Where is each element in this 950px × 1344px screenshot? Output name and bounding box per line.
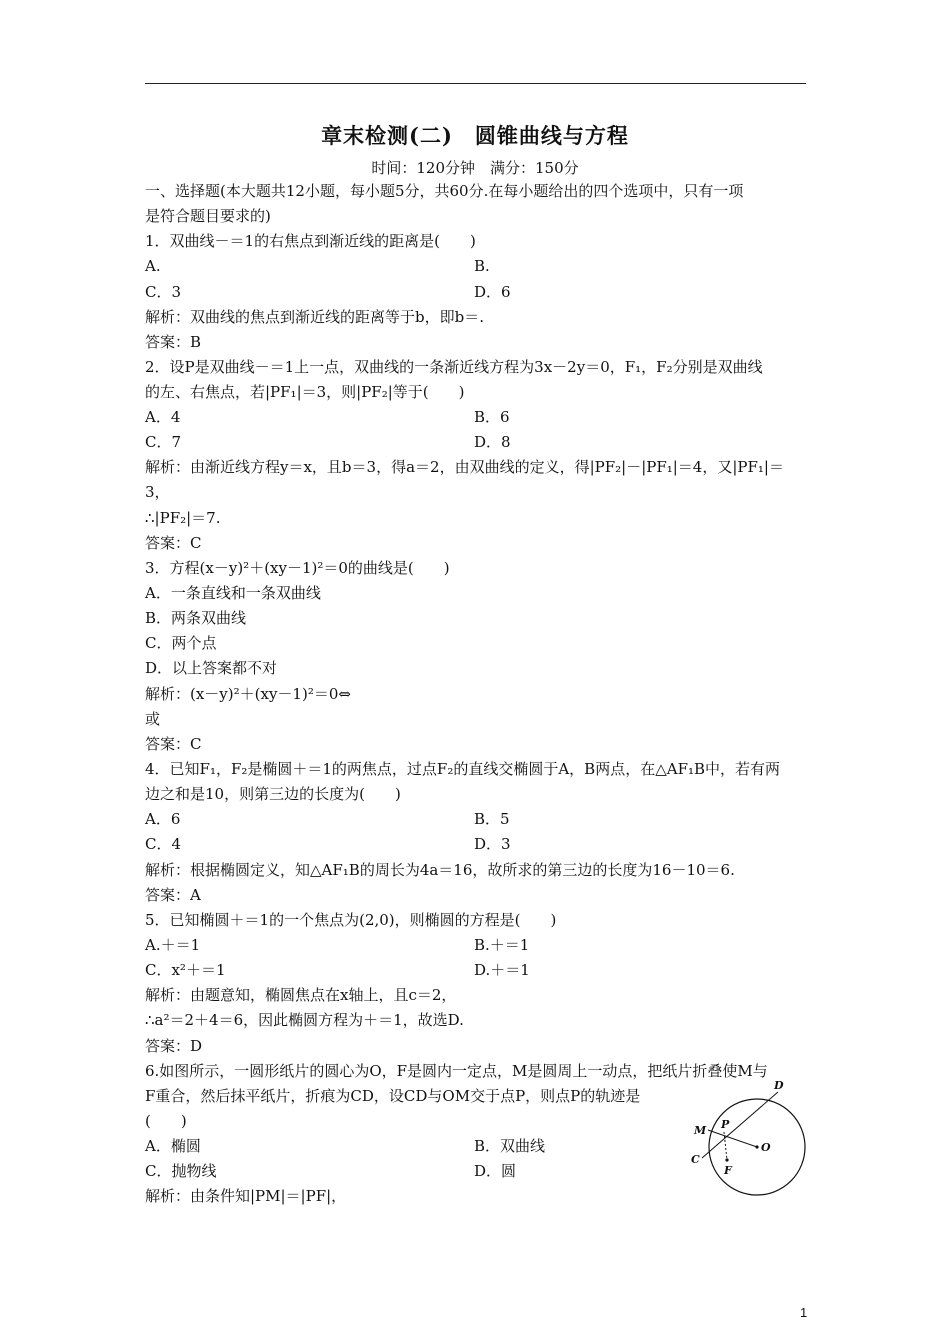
option-c: C．抛物线: [145, 1162, 217, 1180]
option-c: C．x²＋＝1: [145, 961, 226, 979]
text-line: 2．设P是双曲线－＝1上一点，双曲线的一条渐近线方程为3x－2y＝0，F₁，F₂分别是双曲线: [145, 358, 763, 376]
option-b: B．5: [474, 810, 510, 828]
circle-diagram: [686, 1080, 816, 1200]
option-b: B.＋＝1: [474, 936, 530, 954]
option-c: C．3: [145, 283, 182, 301]
option-d: D.＋＝1: [474, 961, 530, 979]
label-f: F: [724, 1164, 732, 1177]
text-line: 解析：根据椭圆定义，知△AF₁B的周长为4a＝16，故所求的第三边的长度为16－10＝6.: [145, 861, 735, 879]
option-c: C．4: [145, 835, 182, 853]
option-c: C．两个点: [145, 634, 217, 652]
option-b: B．双曲线: [474, 1137, 546, 1155]
option-d: D．8: [474, 433, 511, 451]
text-line: 是符合题目要求的): [145, 207, 271, 225]
text-line: 4．已知F₁，F₂是椭圆＋＝1的两焦点，过点F₂的直线交椭圆于A，B两点，在△AF₁B中，若有两: [145, 760, 781, 778]
page-number: 1: [800, 1305, 808, 1320]
option-a: A.＋＝1: [145, 936, 201, 954]
option-a: A．6: [145, 810, 181, 828]
label-o: O: [761, 1141, 771, 1154]
point-f: [725, 1158, 728, 1161]
text-line: ∴a²＝2＋4＝6，因此椭圆方程为＋＝1，故选D.: [145, 1011, 464, 1029]
answer-line: 答案：C: [145, 735, 202, 753]
text-line: 解析：由渐近线方程y＝x，且b＝3，得a＝2，由双曲线的定义，得|PF₂|－|PF₁|＝4，又|PF₁|＝: [145, 458, 784, 476]
text-line: 解析：双曲线的焦点到渐近线的距离等于b，即b＝.: [145, 308, 484, 326]
text-line: 一、选择题(本大题共12小题，每小题5分，共60分.在每小题给出的四个选项中，只有一项: [145, 182, 744, 200]
header-rule: [145, 83, 806, 84]
answer-line: 答案：C: [145, 534, 202, 552]
point-o: [755, 1145, 758, 1148]
text-line: 3，: [145, 483, 170, 501]
text-line: 解析：由题意知，椭圆焦点在x轴上，且c＝2，: [145, 986, 457, 1004]
text-line: 解析：(x－y)²＋(xy－1)²＝0⇔: [145, 685, 351, 703]
option-b: B.: [474, 257, 490, 275]
option-d: D．圆: [474, 1162, 517, 1180]
page-title: 章末检测(二) 圆锥曲线与方程: [321, 123, 629, 148]
option-a: A．一条直线和一条双曲线: [145, 584, 321, 602]
option-b: B．6: [474, 408, 510, 426]
text-line: F重合，然后抹平纸片，折痕为CD，设CD与OM交于点P，则点P的轨迹是: [145, 1087, 641, 1105]
option-c: C．7: [145, 433, 182, 451]
page-subtitle: 时间：120分钟 满分：150分: [371, 159, 579, 177]
label-p: P: [721, 1118, 730, 1131]
text-line: ∴|PF₂|＝7.: [145, 509, 221, 527]
text-line: 3．方程(x－y)²＋(xy－1)²＝0的曲线是( ): [145, 559, 450, 577]
segment-mo: [708, 1130, 757, 1147]
label-c: C: [691, 1153, 700, 1166]
text-line: 的左、右焦点，若|PF₁|＝3，则|PF₂|等于( ): [145, 383, 465, 401]
text-line: 6.如图所示，一圆形纸片的圆心为O，F是圆内一定点，M是圆周上一动点，把纸片折叠使M与: [145, 1062, 768, 1080]
option-b: B．两条双曲线: [145, 609, 247, 627]
label-m: M: [694, 1124, 707, 1137]
text-line: 边之和是10，则第三边的长度为( ): [145, 785, 401, 803]
answer-line: 答案：A: [145, 886, 201, 904]
label-d: D: [774, 1080, 784, 1092]
option-a: A．4: [145, 408, 181, 426]
answer-line: 答案：B: [145, 333, 202, 351]
option-a: A.: [145, 257, 161, 275]
answer-line: 答案：D: [145, 1037, 203, 1055]
option-d: D．以上答案都不对: [145, 659, 278, 677]
text-line: ( ): [145, 1112, 187, 1130]
text-line: 5．已知椭圆＋＝1的一个焦点为(2,0)，则椭圆的方程是( ): [145, 911, 557, 929]
option-a: A．椭圆: [145, 1137, 201, 1155]
option-d: D．3: [474, 835, 511, 853]
text-line: 1．双曲线－＝1的右焦点到渐近线的距离是( ): [145, 232, 476, 250]
text-line: 解析：由条件知|PM|＝|PF|，: [145, 1187, 347, 1205]
text-line: 或: [145, 710, 161, 728]
option-d: D．6: [474, 283, 511, 301]
